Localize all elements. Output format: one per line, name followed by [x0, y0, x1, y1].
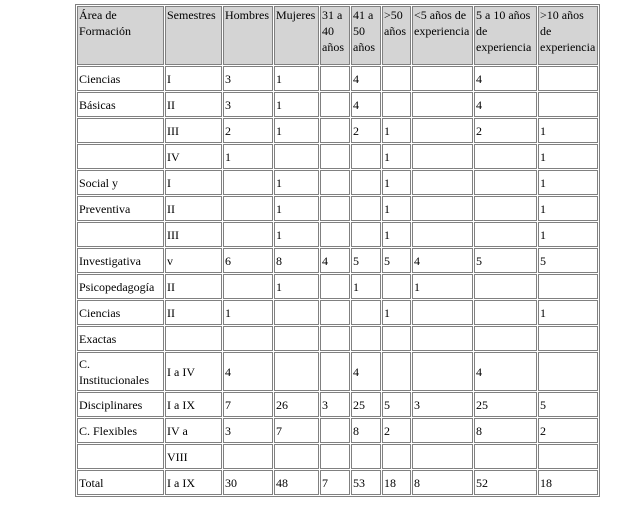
cell-41-50	[351, 300, 381, 325]
table-row	[77, 274, 598, 299]
cell-over-50: 1	[382, 222, 411, 247]
cell-exp-under-5	[412, 92, 473, 117]
cell-semestres: III	[165, 118, 222, 143]
cell-exp-under-5	[412, 418, 473, 443]
cell-exp-under-5	[412, 118, 473, 143]
cell-41-50: 4	[351, 66, 381, 91]
cell-over-50	[382, 66, 411, 91]
header-hombres: Hombres	[223, 6, 273, 65]
cell-area: Básicas	[77, 92, 164, 117]
cell-hombres	[223, 196, 273, 221]
cell-exp-under-5: 4	[412, 248, 473, 273]
cell-hombres: 30	[223, 470, 273, 495]
cell-over-50: 1	[382, 300, 411, 325]
cell-semestres: I	[165, 66, 222, 91]
cell-41-50	[351, 222, 381, 247]
cell-exp-under-5	[412, 66, 473, 91]
cell-semestres: IV a	[165, 418, 222, 443]
cell-over-50: 5	[382, 392, 411, 417]
cell-mujeres: 8	[274, 248, 319, 273]
cell-hombres: 3	[223, 66, 273, 91]
cell-41-50: 4	[351, 352, 381, 391]
cell-41-50	[351, 444, 381, 469]
cell-exp-5-10	[474, 222, 537, 247]
cell-semestres: II	[165, 300, 222, 325]
cell-exp-under-5	[412, 326, 473, 351]
table-row	[77, 418, 598, 443]
cell-41-50	[351, 326, 381, 351]
cell-semestres: I a IV	[165, 352, 222, 391]
cell-31-40	[320, 326, 350, 351]
cell-over-50	[382, 274, 411, 299]
cell-41-50: 4	[351, 92, 381, 117]
cell-31-40	[320, 92, 350, 117]
cell-over-50: 2	[382, 418, 411, 443]
cell-hombres: 4	[223, 352, 273, 391]
cell-31-40	[320, 222, 350, 247]
cell-exp-5-10	[474, 444, 537, 469]
cell-31-40	[320, 66, 350, 91]
cell-exp-over-10	[538, 326, 598, 351]
cell-hombres: 2	[223, 118, 273, 143]
cell-mujeres	[274, 352, 319, 391]
cell-over-50: 1	[382, 170, 411, 195]
cell-exp-5-10: 2	[474, 118, 537, 143]
cell-41-50: 8	[351, 418, 381, 443]
cell-semestres: III	[165, 222, 222, 247]
cell-exp-under-5: 3	[412, 392, 473, 417]
cell-31-40	[320, 144, 350, 169]
cell-semestres: I a IX	[165, 470, 222, 495]
cell-41-50: 2	[351, 118, 381, 143]
header-area: Área de Formación	[77, 6, 164, 65]
cell-exp-5-10: 52	[474, 470, 537, 495]
cell-mujeres: 1	[274, 274, 319, 299]
cell-41-50	[351, 170, 381, 195]
table-row	[77, 222, 598, 247]
header-exp-under-5: <5 años de experiencia	[412, 6, 473, 65]
data-table	[75, 4, 600, 497]
cell-exp-under-5: 1	[412, 274, 473, 299]
cell-exp-5-10: 5	[474, 248, 537, 273]
cell-31-40	[320, 418, 350, 443]
cell-exp-under-5	[412, 170, 473, 195]
cell-hombres	[223, 170, 273, 195]
cell-semestres: I	[165, 170, 222, 195]
cell-area	[77, 118, 164, 143]
cell-area: Exactas	[77, 326, 164, 351]
table-row	[77, 352, 598, 391]
cell-exp-over-10: 1	[538, 118, 598, 143]
cell-mujeres	[274, 300, 319, 325]
cell-semestres: VIII	[165, 444, 222, 469]
cell-31-40: 4	[320, 248, 350, 273]
cell-semestres: I a IX	[165, 392, 222, 417]
cell-area: C. Institucionales	[77, 352, 164, 391]
cell-41-50: 1	[351, 274, 381, 299]
cell-hombres	[223, 222, 273, 247]
cell-mujeres: 26	[274, 392, 319, 417]
cell-over-50: 1	[382, 118, 411, 143]
cell-area: Preventiva	[77, 196, 164, 221]
header-row	[77, 6, 598, 65]
cell-exp-over-10: 18	[538, 470, 598, 495]
cell-exp-under-5	[412, 144, 473, 169]
cell-exp-5-10: 4	[474, 66, 537, 91]
cell-over-50: 5	[382, 248, 411, 273]
cell-41-50: 25	[351, 392, 381, 417]
cell-semestres: v	[165, 248, 222, 273]
cell-exp-over-10: 1	[538, 222, 598, 247]
table-row	[77, 118, 598, 143]
cell-exp-over-10: 5	[538, 392, 598, 417]
table-row	[77, 66, 598, 91]
cell-exp-under-5	[412, 352, 473, 391]
cell-hombres: 6	[223, 248, 273, 273]
table-row	[77, 196, 598, 221]
cell-mujeres: 48	[274, 470, 319, 495]
cell-hombres: 3	[223, 92, 273, 117]
cell-31-40	[320, 444, 350, 469]
header-over-50: >50 años	[382, 6, 411, 65]
cell-area	[77, 444, 164, 469]
cell-31-40: 3	[320, 392, 350, 417]
cell-41-50	[351, 196, 381, 221]
cell-exp-5-10: 4	[474, 92, 537, 117]
cell-exp-5-10: 8	[474, 418, 537, 443]
cell-mujeres: 1	[274, 196, 319, 221]
cell-exp-over-10: 5	[538, 248, 598, 273]
cell-exp-under-5	[412, 196, 473, 221]
cell-31-40	[320, 170, 350, 195]
cell-41-50: 53	[351, 470, 381, 495]
cell-area: Total	[77, 470, 164, 495]
cell-mujeres: 1	[274, 66, 319, 91]
cell-hombres: 1	[223, 144, 273, 169]
cell-area: Social y	[77, 170, 164, 195]
cell-mujeres: 7	[274, 418, 319, 443]
table-row	[77, 92, 598, 117]
header-semestres: Semestres	[165, 6, 222, 65]
cell-semestres: II	[165, 196, 222, 221]
header-exp-over-10: >10 años de experiencia	[538, 6, 598, 65]
cell-exp-under-5	[412, 222, 473, 247]
cell-hombres	[223, 326, 273, 351]
cell-exp-5-10: 4	[474, 352, 537, 391]
table-row	[77, 326, 598, 351]
cell-semestres: IV	[165, 144, 222, 169]
cell-area: Disciplinares	[77, 392, 164, 417]
header-31-40: 31 a 40 años	[320, 6, 350, 65]
cell-over-50: 18	[382, 470, 411, 495]
cell-exp-over-10: 1	[538, 300, 598, 325]
cell-exp-over-10: 1	[538, 144, 598, 169]
cell-exp-over-10: 1	[538, 170, 598, 195]
cell-exp-over-10	[538, 92, 598, 117]
cell-41-50: 5	[351, 248, 381, 273]
cell-hombres: 7	[223, 392, 273, 417]
cell-exp-over-10	[538, 274, 598, 299]
table-container	[75, 4, 600, 497]
cell-exp-5-10	[474, 326, 537, 351]
cell-mujeres	[274, 144, 319, 169]
table-row	[77, 170, 598, 195]
cell-over-50	[382, 92, 411, 117]
table-row	[77, 144, 598, 169]
cell-exp-over-10	[538, 66, 598, 91]
cell-mujeres	[274, 444, 319, 469]
table-row	[77, 444, 598, 469]
header-41-50: 41 a 50 años	[351, 6, 381, 65]
cell-area: C. Flexibles	[77, 418, 164, 443]
cell-31-40: 7	[320, 470, 350, 495]
cell-hombres: 1	[223, 300, 273, 325]
cell-exp-5-10	[474, 170, 537, 195]
cell-over-50: 1	[382, 196, 411, 221]
cell-hombres	[223, 274, 273, 299]
cell-exp-under-5	[412, 444, 473, 469]
cell-exp-over-10: 2	[538, 418, 598, 443]
cell-mujeres: 1	[274, 170, 319, 195]
header-mujeres: Mujeres	[274, 6, 319, 65]
cell-over-50: 1	[382, 144, 411, 169]
cell-mujeres	[274, 326, 319, 351]
cell-mujeres: 1	[274, 92, 319, 117]
cell-mujeres: 1	[274, 222, 319, 247]
cell-mujeres: 1	[274, 118, 319, 143]
header-exp-5-10: 5 a 10 años de experiencia	[474, 6, 537, 65]
cell-exp-under-5	[412, 300, 473, 325]
cell-31-40	[320, 118, 350, 143]
cell-exp-5-10	[474, 196, 537, 221]
table-row	[77, 248, 598, 273]
cell-31-40	[320, 352, 350, 391]
cell-over-50	[382, 444, 411, 469]
cell-semestres: II	[165, 274, 222, 299]
cell-exp-5-10	[474, 300, 537, 325]
cell-31-40	[320, 300, 350, 325]
cell-41-50	[351, 144, 381, 169]
cell-area: Investigativa	[77, 248, 164, 273]
cell-semestres	[165, 326, 222, 351]
cell-over-50	[382, 352, 411, 391]
cell-exp-5-10	[474, 274, 537, 299]
cell-exp-5-10: 25	[474, 392, 537, 417]
cell-over-50	[382, 326, 411, 351]
cell-area: Ciencias	[77, 300, 164, 325]
cell-hombres: 3	[223, 418, 273, 443]
cell-31-40	[320, 196, 350, 221]
cell-hombres	[223, 444, 273, 469]
cell-area: Ciencias	[77, 66, 164, 91]
cell-area	[77, 144, 164, 169]
cell-exp-under-5: 8	[412, 470, 473, 495]
cell-exp-5-10	[474, 144, 537, 169]
table-row	[77, 392, 598, 417]
cell-31-40	[320, 274, 350, 299]
cell-exp-over-10	[538, 352, 598, 391]
cell-exp-over-10: 1	[538, 196, 598, 221]
cell-area	[77, 222, 164, 247]
table-row	[77, 300, 598, 325]
cell-area: Psicopedagogía	[77, 274, 164, 299]
table-row	[77, 470, 598, 495]
cell-semestres: II	[165, 92, 222, 117]
cell-exp-over-10	[538, 444, 598, 469]
